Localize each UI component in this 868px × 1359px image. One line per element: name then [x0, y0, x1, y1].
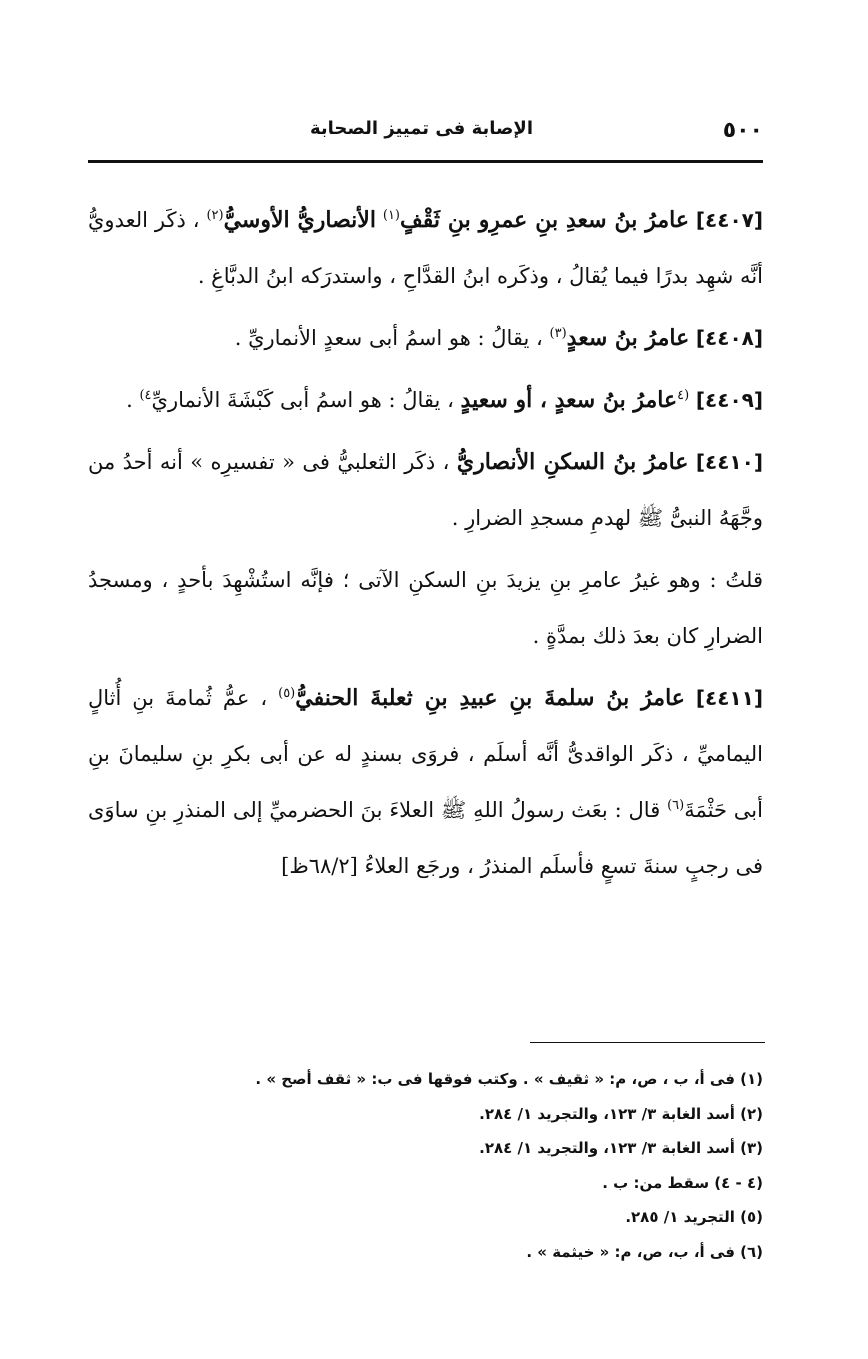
- footnote-4: (٤ - ٤) سقط من: ب .: [602, 1173, 763, 1192]
- page-header: [88, 112, 763, 152]
- entry-4408: [88, 310, 763, 366]
- entry-name: عامرُ بنُ السكنِ الأنصاريُّ: [456, 449, 689, 475]
- footnote-mark: (٥): [278, 686, 296, 701]
- entry-tail: .: [126, 388, 133, 412]
- entry-name: عامرُ بنُ سلمةَ بنِ عبيدِ بنِ ثعلبةَ الحنفيُّ: [295, 685, 685, 711]
- entry-number: [٤٤٠٧]: [695, 208, 763, 232]
- entry-name: عامرُ بنُ سعدِ بنِ عمرِو بنِ ثَقْفٍ: [400, 207, 689, 233]
- entry-text: ، عمُّ ثُمامةَ بنِ أُثالٍ اليماميِّ ، ذكَر الواقدىُّ أنَّه أسلَم ، فروَى بسندٍ له عن أبى بكرِ بنِ سليمانَ بنِ أبى حَثْمَةَ: [88, 686, 763, 822]
- entry-name: عامرُ بنُ سعدٍ ، أو سعيدٍ: [460, 387, 678, 413]
- entry-4407: [88, 192, 763, 304]
- footnote-mark: (٤: [677, 388, 690, 403]
- running-title: الإصابة فى تمييز الصحابة: [310, 118, 533, 139]
- entry-nisba: الأنصاريُّ الأوسيُّ: [223, 207, 376, 233]
- author-note: [88, 552, 763, 664]
- footnote-3: (٣) أسد الغابة ٣/ ١٢٣، والتجريد ١/ ٢٨٤.: [479, 1139, 763, 1157]
- entry-number: [٤٤٠٨]: [695, 326, 763, 350]
- footnote-5: (٥) التجريد ١/ ٢٨٥.: [625, 1208, 763, 1226]
- entry-text: ، ذكَر العدويُّ أنَّه شهِد بدرًا فيما يُقالُ ، وذكَره ابنُ القدَّاحِ ، واستدرَكه ابنُ الدبَّاغِ .: [88, 208, 763, 288]
- entry-text: ، يقالُ : هو اسمُ أبى سعدٍ الأنماريِّ .: [234, 326, 543, 350]
- entry-name: عامرُ بنُ سعدٍ: [566, 325, 690, 351]
- footnote-2: (٢) أسد الغابة ٣/ ١٢٣، والتجريد ١/ ٢٨٤.: [479, 1104, 763, 1123]
- entry-number: [٤٤٠٩]: [695, 388, 763, 412]
- footnote-mark: (٦): [667, 798, 685, 813]
- footnote-mark: (٢): [206, 208, 224, 223]
- entry-number: [٤٤١١]: [695, 686, 763, 710]
- footnote-mark: (٣): [549, 326, 567, 341]
- footnote-rule: [530, 1042, 765, 1043]
- entry-number: [٤٤١٠]: [695, 450, 763, 474]
- footnote-mark: (١): [382, 208, 400, 223]
- entry-4410: [88, 434, 763, 546]
- header-rule: [88, 160, 763, 163]
- note-text: قلتُ : وهو غيرُ عامرِ بنِ يزيدَ بنِ السكنِ الآتى ؛ فإنَّه استُشْهِدَ بأحدٍ ، ومسجدُ الضرارِ كان بعدَ ذلك بمدَّةٍ .: [88, 568, 763, 648]
- page-number: ٥٠٠: [722, 118, 763, 143]
- entry-4409: [88, 372, 763, 428]
- entry-tail: قال : بعَث رسولُ اللهِ ﷺ العلاءَ بنَ الحضرميِّ إلى المنذرِ بنِ ساوَى فى رجبٍ سنةَ تسعٍ فأسلَم المنذرُ ، ورجَع العلاءُ [٦٨/٢ظ]: [88, 798, 763, 878]
- entry-text: ، ذكَر الثعلبيُّ فى « تفسيرِه » أنه أحدُ من وجَّهَهُ النبىُّ ﷺ لهدمِ مسجدِ الضرارِ .: [88, 450, 763, 530]
- footnote-6: (٦) فى أ، ب، ص، م: « خيثمة » .: [526, 1242, 763, 1261]
- footnote-mark: ٤): [139, 388, 152, 403]
- entry-text: ، يقالُ : هو اسمُ أبى كَبْشَةَ الأنماريِّ: [151, 388, 454, 412]
- footnotes: [200, 1062, 763, 1269]
- entry-4411: [88, 670, 763, 894]
- main-text: [88, 192, 763, 900]
- footnote-1: (١) فى أ، ب ، ص، م: « ثقيف » . وكتب فوقها فى ب: « ثقف أصح » .: [255, 1070, 763, 1088]
